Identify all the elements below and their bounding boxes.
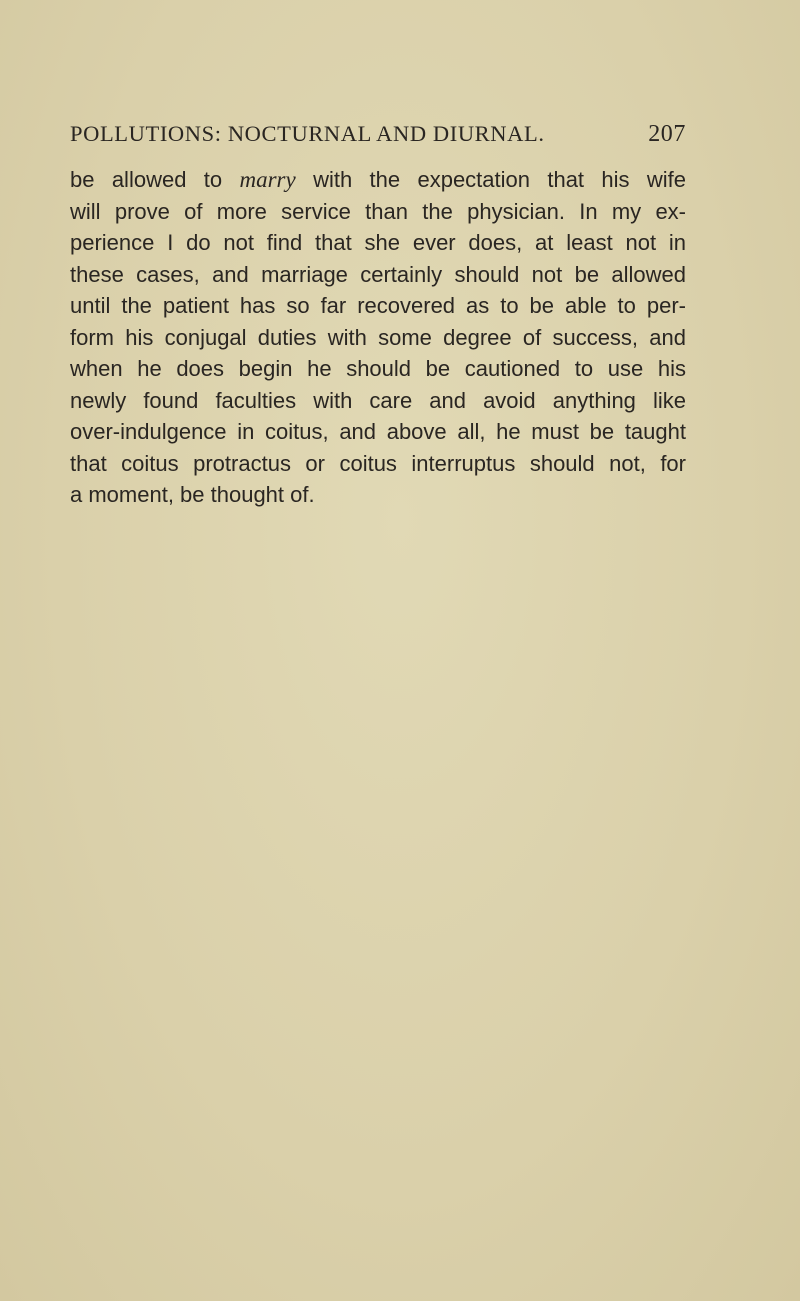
italic-word: marry (239, 167, 296, 192)
text-line: newly found faculties with care and avoid anything like (70, 387, 686, 413)
text-line: perience I do not find that she ever does, at least not in (70, 230, 686, 255)
text-line: until the patient has so far recovered as to be able to per- (70, 293, 686, 318)
text-line: over-indulgence in coitus, and above all, he must be taught (70, 419, 686, 444)
text-line: these cases, and marriage certainly should not be allowed (70, 261, 686, 287)
text-line-1 (70, 164, 686, 196)
page-number: 207 (648, 121, 686, 147)
text-line: that coitus protractus or coitus interruptus should not, for (70, 450, 686, 476)
text-line-1-end: with the expectation that his wife (313, 167, 686, 192)
text-line-1-start: be allowed to (70, 167, 223, 192)
text-line: form his conjugal duties with some degree of success, and (70, 324, 686, 350)
running-head-title: POLLUTIONS: NOCTURNAL AND DIURNAL. (70, 121, 545, 146)
running-head (70, 116, 686, 152)
text-line: when he does begin he should be cautioned to use his (70, 356, 686, 381)
text-line: will prove of more service than the physician. In my ex- (70, 198, 686, 224)
body-paragraph (70, 164, 686, 511)
text-line-last: a moment, be thought of. (70, 482, 315, 507)
